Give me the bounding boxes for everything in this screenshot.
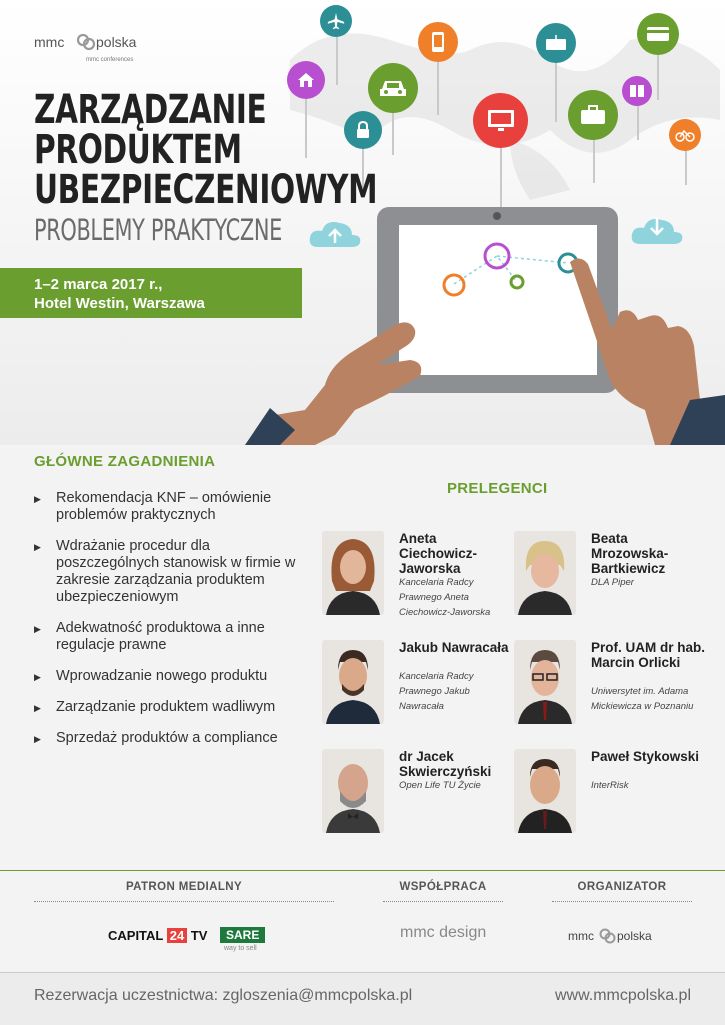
pin-line	[637, 105, 639, 140]
briefcase-icon	[568, 90, 618, 140]
keyboard-icon	[536, 23, 576, 63]
topic-item: ▶ Rekomendacja KNF – omówienie problemów praktycznych	[34, 490, 304, 524]
sare-logo	[220, 926, 284, 952]
monitor-icon	[473, 93, 528, 148]
logo-tagline: mmc conferences	[86, 57, 134, 63]
bicycle-icon	[669, 119, 701, 151]
cloud-upload-icon	[308, 217, 362, 249]
cooperation-label: WSPÓŁPRACA	[399, 881, 487, 893]
speaker-affiliation: Uniwersytet im. Adama Mickiewicza w Poznaniu	[591, 686, 694, 712]
event-subtitle: PROBLEMY PRAKTYCZNE	[34, 213, 282, 247]
title-line-1: ZARZĄDZANIE	[34, 87, 267, 133]
speaker-name: Aneta Ciechowicz-Jaworska	[399, 531, 478, 576]
speaker-affiliation: InterRisk	[591, 780, 629, 791]
speaker-card	[514, 531, 704, 623]
speaker-card	[322, 640, 512, 732]
speaker-card	[514, 749, 704, 841]
speaker-photo	[514, 749, 576, 833]
organizer-label: ORGANIZATOR	[577, 881, 667, 893]
mmc-polska-logo	[34, 30, 184, 70]
speakers-icon	[622, 76, 652, 106]
capital24tv-logo	[108, 928, 207, 943]
speaker-name: Prof. UAM dr hab. Marcin Orlicki	[591, 640, 705, 670]
capital-number: 24	[167, 928, 187, 943]
speaker-affiliation: DLA Piper	[591, 577, 634, 588]
speaker-photo	[322, 640, 384, 724]
capital-text: CAPITAL	[108, 928, 164, 943]
speaker-affiliation: Open Life TU Życie	[399, 780, 481, 791]
event-title	[34, 87, 378, 213]
speaker-affiliation: Kancelaria Radcy Prawnego Jakub Nawracała	[399, 671, 474, 712]
speaker-card	[514, 640, 704, 732]
sare-tagline: way to sell	[224, 945, 257, 952]
topic-item: ▶ Wdrażanie procedur dla poszczególnych stanowisk w firmie w zakresie zarządzania produktem ubezpieczeniowym	[34, 538, 304, 606]
topic-item: ▶ Wprowadzanie nowego produktu	[34, 668, 304, 685]
event-date: 1–2 marca 2017 r.,	[34, 276, 163, 293]
pin-line	[336, 35, 338, 85]
speaker-name: Beata Mrozowska-Bartkiewicz	[591, 531, 669, 576]
website-link[interactable]: www.mmcpolska.pl	[554, 987, 691, 1004]
plane-icon	[320, 5, 352, 37]
speaker-photo	[514, 531, 576, 615]
divider	[34, 901, 334, 902]
pin-line	[392, 110, 394, 155]
speaker-photo	[514, 640, 576, 724]
reservation-text[interactable]: Rezerwacja uczestnictwa: zgloszenia@mmcpolska.pl	[34, 987, 413, 1004]
topics-list	[34, 490, 304, 761]
speaker-name: Jakub Nawracała	[399, 640, 509, 655]
sare-text: SARE	[220, 927, 265, 943]
bottom-bar	[0, 972, 725, 1025]
mmc-polska-footer-logo	[568, 925, 673, 952]
pin-line	[437, 60, 439, 115]
patron-label: PATRON MEDIALNY	[125, 881, 243, 893]
hero-banner	[0, 0, 725, 445]
divider	[383, 901, 503, 902]
mmc-design-logo: mmc design	[400, 924, 487, 941]
svg-text:polska: polska	[96, 34, 137, 50]
pin-line	[685, 150, 687, 185]
speaker-photo	[322, 749, 384, 833]
credit-card-icon	[637, 13, 679, 55]
svg-text:mmc: mmc	[568, 929, 594, 943]
speaker-name: Paweł Stykowski	[591, 749, 700, 764]
svg-text:mmc: mmc	[34, 34, 65, 50]
event-date-box	[0, 268, 302, 318]
pin-line	[500, 148, 502, 208]
svg-text:polska: polska	[617, 929, 652, 943]
speakers-heading: PRELEGENCI	[447, 480, 548, 497]
topic-item: ▶ Adekwatność produktowa a inne regulacje prawne	[34, 620, 304, 654]
title-line-2: PRODUKTEM	[34, 127, 242, 173]
capital-tv: TV	[190, 928, 208, 943]
pin-line	[555, 62, 557, 122]
speaker-name: dr Jacek Skwierczyński	[399, 749, 492, 779]
tablet-camera	[493, 212, 501, 220]
topics-heading: GŁÓWNE ZAGADNIENIA	[34, 453, 216, 470]
pin-line	[593, 138, 595, 183]
right-hand-illustration	[560, 250, 725, 445]
speaker-affiliation: Kancelaria Radcy Prawnego Aneta Ciechowicz-Jaworska	[399, 577, 491, 618]
topic-item: ▶ Zarządzanie produktem wadliwym	[34, 699, 304, 716]
speaker-card	[322, 531, 512, 623]
smartphone-icon	[418, 22, 458, 62]
speaker-card	[322, 749, 512, 841]
speaker-photo	[322, 531, 384, 615]
cloud-download-icon	[630, 212, 684, 246]
title-line-3: UBEZPIECZENIOWYM	[34, 167, 378, 213]
pin-line	[657, 55, 659, 100]
event-venue: Hotel Westin, Warszawa	[34, 295, 205, 312]
topic-item: ▶ Sprzedaż produktów a compliance	[34, 730, 304, 747]
divider	[552, 901, 692, 902]
